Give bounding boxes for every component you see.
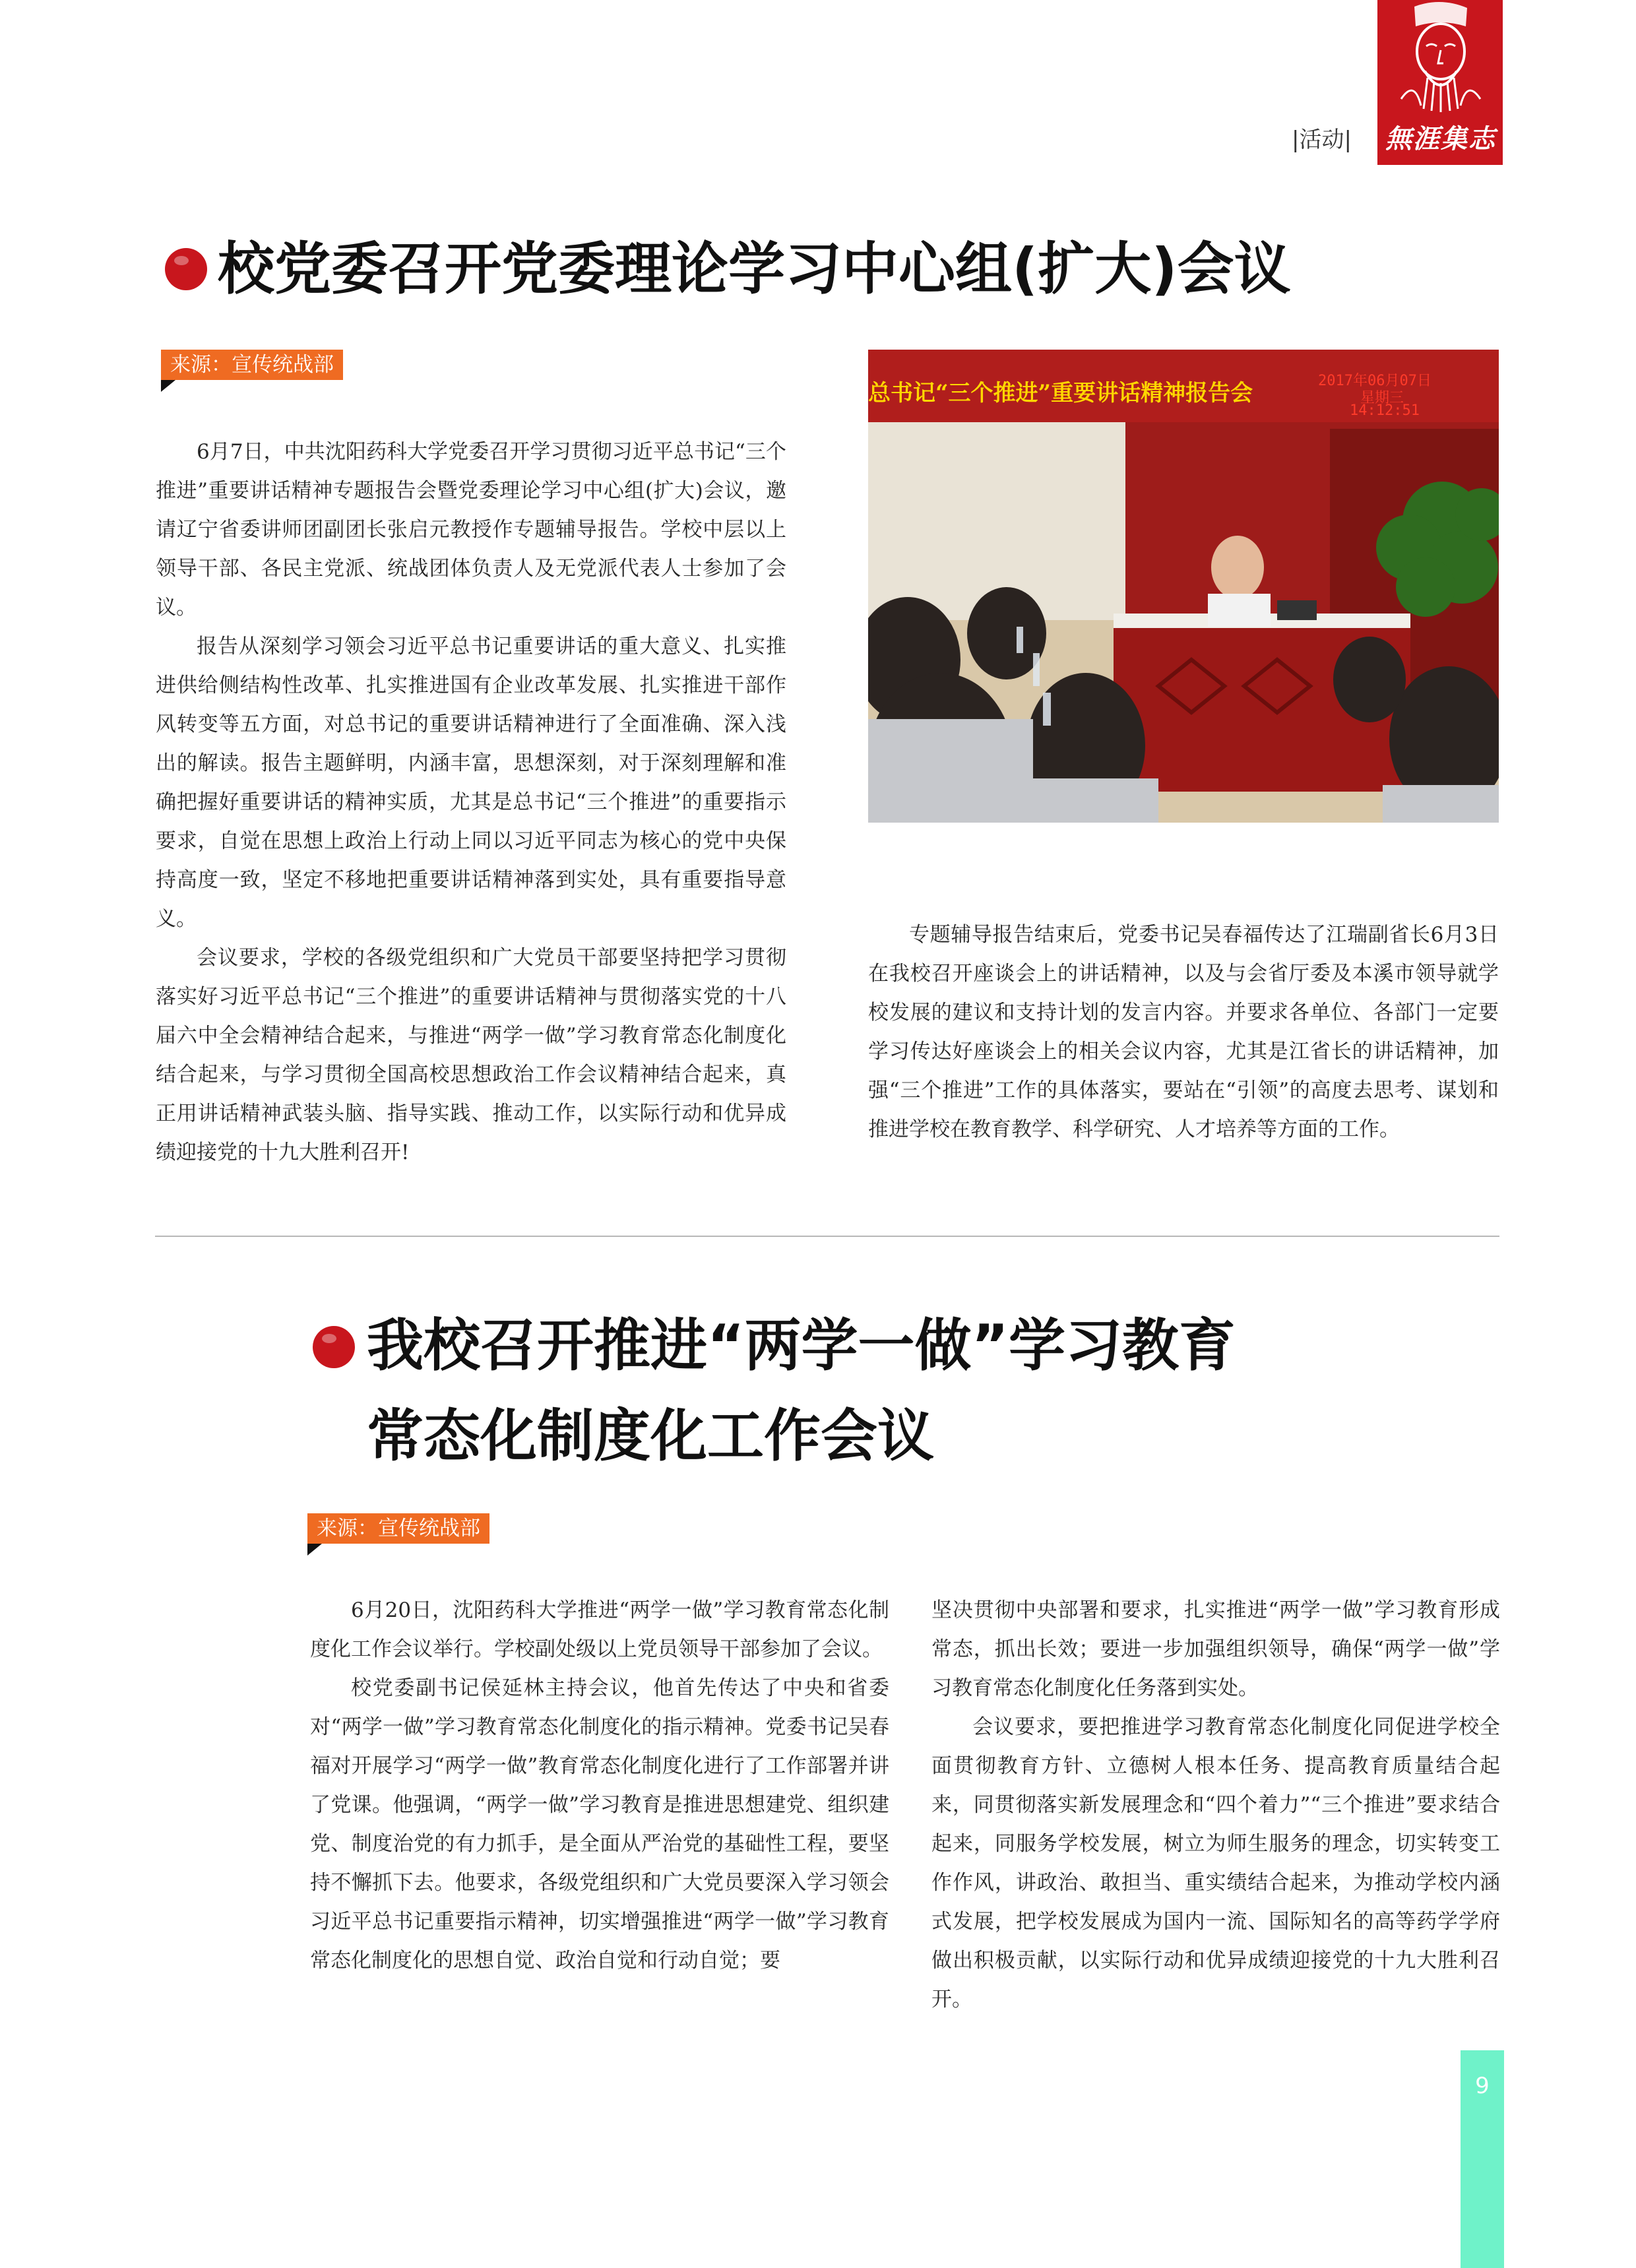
photo-time: 14:12:51 (1350, 402, 1420, 419)
article2-paragraph: 6月20日，沈阳药科大学推进“两学一做”学习教育常态化制度化工作会议举行。学校副处级以上党员领导干部参加了会议。 (310, 1598, 889, 1661)
article2-right-column (931, 1591, 1500, 2019)
article1-paragraph: 会议要求，学校的各级党组织和广大党员干部要坚持把学习贯彻落实好习近平总书记“三个推进”的重要讲话精神与贯彻落实党的十八届六中全会精神结合起来，与推进“两学一做”学习教育常态化制度化结合起来，与学习贯彻全国高校思想政治工作会议精神结合起来，真正用讲话精神武装头脑、指导实践、推动工作，以实际行动和优异成绩迎接党的十九大胜利召开! (156, 946, 786, 1164)
article1-paragraph: 专题辅导报告结束后，党委书记吴春福传达了江瑞副省长6月3日在我校召开座谈会上的讲话精神，以及与会省厅委及本溪市领导就学校发展的建议和支持计划的发言内容。并要求各单位、各部门一定要学习传达好座谈会上的相关会议内容，尤其是江省长的讲话精神，加强“三个推进”工作的具体落实，要站在“引领”的高度去思考、谋划和推进学校在教育教学、科学研究、人才培养等方面的工作。 (868, 923, 1499, 1141)
meeting-photo-scene (868, 350, 1499, 823)
article1-title: 校党委召开党委理论学习中心组(扩大)会议 (218, 236, 1291, 302)
photo-banner: 总书记“三个推进”重要讲话精神报告会 (868, 380, 1253, 406)
article1-paragraph: 6月7日，中共沈阳药科大学党委召开学习贯彻习近平总书记“三个推进”重要讲话精神专题报告会暨党委理论学习中心组(扩大)会议，邀请辽宁省委讲师团副团长张启元教授作专题辅导报告。学校中层以上领导干部、各民主党派、统战团体负责人及无党派代表人士参加了会议。 (156, 440, 786, 619)
article2-source-tag: 来源：宣传统战部 (307, 1513, 489, 1544)
source-tag-corner-icon (307, 1544, 322, 1556)
article1-paragraph: 报告从深刻学习领会习近平总书记重要讲话的重大意义、扎实推进供给侧结构性改革、扎实推进国有企业改革发展、扎实推进干部作风转变等五方面，对总书记的重要讲话精神进行了全面准确、深入浅出的解读。报告主题鲜明，内涵丰富，思想深刻，对于深刻理解和准确把握好重要讲话的精神实质，尤其是总书记“三个推进”的重要指示要求，自觉在思想上政治上行动上同以习近平同志为核心的党中央保持高度一致，坚定不移地把重要讲话精神落到实处，具有重要指导意义。 (156, 635, 786, 931)
article2-paragraph-continued: 坚决贯彻中央部署和要求，扎实推进“两学一做”学习教育形成常态，抓出长效；要进一步加强组织领导，确保“两学一做”学习教育常态化制度化任务落到实处。 (931, 1598, 1500, 1700)
title-bullet-icon (165, 248, 207, 290)
article2-left-column (310, 1591, 889, 1980)
meeting-photo (868, 350, 1499, 823)
article2-paragraph: 会议要求，要把推进学习教育常态化制度化同促进学校全面贯彻教育方针、立德树人根本任务、提高教育质量结合起来，同贯彻落实新发展理念和“四个着力”“三个推进”要求结合起来，同服务学校发展，树立为师生服务的理念，切实转变工作作风，讲政治、敢担当、重实绩结合起来，为推动学校内涵式发展，把学校发展成为国内一流、国际知名的高等药学学府做出积极贡献，以实际行动和优异成绩迎接党的十九大胜利召开。 (931, 1715, 1500, 2011)
title-bullet-icon (313, 1326, 355, 1368)
section-divider (155, 1236, 1499, 1237)
scholar-portrait-icon (1388, 0, 1494, 112)
article1-right-column (868, 916, 1499, 1149)
photo-weekday: 星期三 (1360, 390, 1404, 406)
section-label: |活动| (1292, 127, 1352, 153)
article1-left-column (156, 433, 786, 1172)
source-tag-corner-icon (161, 380, 175, 392)
article2-paragraph: 校党委副书记侯延林主持会议，他首先传达了中央和省委对“两学一做”学习教育常态化制度化的指示精神。党委书记吴春福对开展学习“两学一做”教育常态化制度化进行了工作部署并讲了党课。他强调，“两学一做”学习教育是推进思想建党、组织建党、制度治党的有力抓手，是全面从严治党的基础性工程，要坚持不懈抓下去。他要求，各级党组织和广大党员要深入学习领会习近平总书记重要指示精神，切实增强推进“两学一做”学习教育常态化制度化的思想自觉、政治自觉和行动自觉；要 (310, 1676, 889, 1972)
article2-title-line1: 我校召开推进“两学一做”学习教育 (367, 1313, 1236, 1379)
page-number: 9 (1475, 2073, 1490, 2099)
magazine-logo-text: 無涯集志 (1385, 123, 1496, 154)
article1-source-tag: 来源：宣传统战部 (161, 350, 343, 380)
article2-title-line2: 常态化制度化工作会议 (367, 1403, 934, 1469)
photo-date: 2017年06月07日 (1318, 373, 1432, 389)
